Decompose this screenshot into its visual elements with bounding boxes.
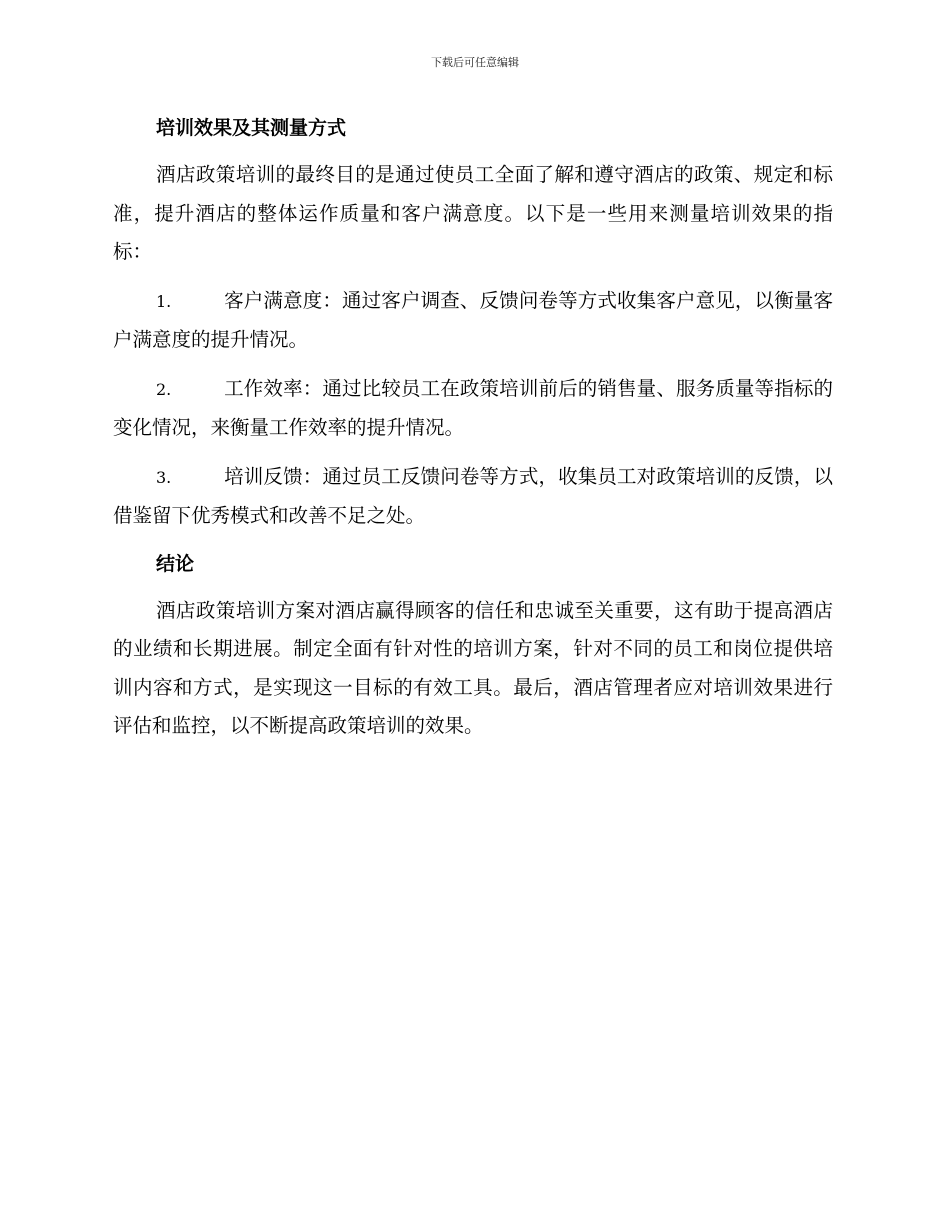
conclusion-paragraph: 酒店政策培训方案对酒店赢得顾客的信任和忠诚至关重要，这有助于提高酒店的业绩和长期进展。制定全面有针对性的培训方案，针对不同的员工和岗位提供培训内容和方式，是实现这一目标的有效工具。最后，酒店管理者应对培训效果进行评估和监控，以不断提高政策培训的效果。 (113, 598, 833, 737)
list-item-text: 培训反馈：通过员工反馈问卷等方式，收集员工对政策培训的反馈，以借鉴留下优秀模式和改善不足之处。 (113, 464, 833, 527)
list-item-number: 2. (156, 379, 172, 399)
page-header: 下载后可任意编辑 (431, 56, 519, 69)
section-heading-conclusion: 结论 (156, 552, 195, 575)
list-item (113, 370, 833, 448)
list-item-number: 1. (156, 291, 172, 311)
list-item-text: 客户满意度：通过客户调查、反馈问卷等方式收集客户意见，以衡量客户满意度的提升情况。 (113, 288, 833, 351)
list-item (113, 458, 833, 536)
list-item-number: 3. (156, 467, 172, 487)
list-item-text: 工作效率：通过比较员工在政策培训前后的销售量、服务质量等指标的变化情况，来衡量工作效率的提升情况。 (113, 376, 833, 439)
document-body (113, 110, 833, 756)
section-heading-training-effect: 培训效果及其测量方式 (156, 117, 347, 139)
intro-paragraph: 酒店政策培训的最终目的是通过使员工全面了解和遵守酒店的政策、规定和标准，提升酒店的整体运作质量和客户满意度。以下是一些用来测量培训效果的指标： (113, 163, 833, 263)
list-item (113, 282, 833, 360)
